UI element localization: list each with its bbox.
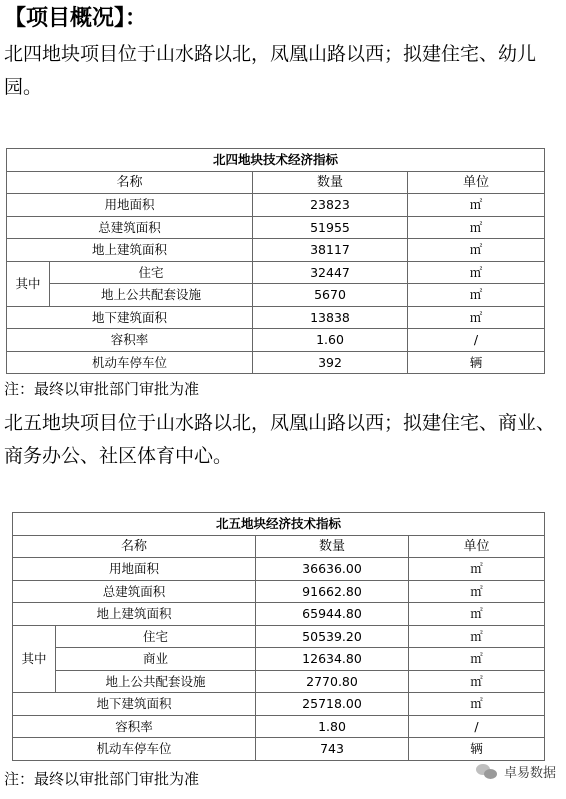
row-name: 总建筑面积	[13, 580, 256, 603]
header-name: 名称	[13, 535, 256, 558]
row-unit: ㎡	[408, 306, 545, 329]
row-value: 12634.80	[256, 648, 409, 671]
row-name: 容积率	[13, 715, 256, 738]
row-value: 2770.80	[256, 670, 409, 693]
row-unit: ㎡	[409, 648, 545, 671]
table-row	[7, 194, 545, 217]
table-row	[7, 351, 545, 374]
row-value: 51955	[253, 216, 408, 239]
row-name: 地上建筑面积	[13, 603, 256, 626]
table-row	[13, 715, 545, 738]
table-row	[7, 261, 545, 284]
table-row	[13, 648, 545, 671]
header-unit: 单位	[409, 535, 545, 558]
row-value: 13838	[253, 306, 408, 329]
row-name: 用地面积	[13, 558, 256, 581]
wechat-icon	[476, 764, 498, 780]
section-heading: 【项目概况】：	[4, 6, 148, 31]
row-value: 23823	[253, 194, 408, 217]
table-row	[7, 239, 545, 262]
row-name: 总建筑面积	[7, 216, 253, 239]
table-row	[7, 306, 545, 329]
row-value: 1.60	[253, 329, 408, 352]
header-value: 数量	[253, 171, 408, 194]
row-name: 住宅	[56, 625, 256, 648]
row-value: 1.80	[256, 715, 409, 738]
row-value: 36636.00	[256, 558, 409, 581]
row-name: 用地面积	[7, 194, 253, 217]
table-title-row	[13, 513, 545, 536]
table-row	[13, 738, 545, 761]
row-unit: /	[408, 329, 545, 352]
table-title: 北四地块技术经济指标	[7, 149, 545, 172]
north5-table	[12, 512, 545, 761]
north5-note: 注：最终以审批部门审批为准	[4, 770, 200, 788]
row-unit: ㎡	[409, 693, 545, 716]
row-unit: ㎡	[409, 670, 545, 693]
table-row	[7, 284, 545, 307]
row-unit: 辆	[408, 351, 545, 374]
row-unit: ㎡	[409, 580, 545, 603]
north4-intro: 北四地块项目位于山水路以北，凤凰山路以西；拟建住宅、幼儿园。	[4, 43, 537, 98]
row-unit: ㎡	[408, 216, 545, 239]
row-value: 25718.00	[256, 693, 409, 716]
row-unit: ㎡	[409, 558, 545, 581]
row-value: 743	[256, 738, 409, 761]
row-value: 91662.80	[256, 580, 409, 603]
row-value: 65944.80	[256, 603, 409, 626]
table-header-row	[13, 535, 545, 558]
north4-note: 注：最终以审批部门审批为准	[4, 380, 200, 398]
table-row	[13, 670, 545, 693]
header-name: 名称	[7, 171, 253, 194]
row-unit: ㎡	[409, 603, 545, 626]
row-value: 392	[253, 351, 408, 374]
row-name: 地上建筑面积	[7, 239, 253, 262]
north4-table	[6, 148, 545, 374]
table-row	[13, 693, 545, 716]
row-name: 地上公共配套设施	[50, 284, 253, 307]
row-name: 商业	[56, 648, 256, 671]
table-row	[13, 580, 545, 603]
row-value: 32447	[253, 261, 408, 284]
row-unit: ㎡	[408, 284, 545, 307]
row-value: 38117	[253, 239, 408, 262]
row-name: 地下建筑面积	[13, 693, 256, 716]
table-row	[7, 329, 545, 352]
row-name: 地下建筑面积	[7, 306, 253, 329]
watermark	[476, 762, 556, 781]
row-name: 容积率	[7, 329, 253, 352]
table-row	[7, 216, 545, 239]
table-row	[13, 625, 545, 648]
row-unit: ㎡	[408, 239, 545, 262]
row-value: 50539.20	[256, 625, 409, 648]
row-value: 5670	[253, 284, 408, 307]
row-unit: /	[409, 715, 545, 738]
table-title-row	[7, 149, 545, 172]
row-unit: ㎡	[408, 194, 545, 217]
header-unit: 单位	[408, 171, 545, 194]
row-unit: 辆	[409, 738, 545, 761]
table-row	[13, 558, 545, 581]
table-row	[13, 603, 545, 626]
north5-intro: 北五地块项目位于山水路以北，凤凰山路以西；拟建住宅、商业、商务办公、社区体育中心。	[4, 412, 556, 467]
row-name: 机动车停车位	[13, 738, 256, 761]
row-unit: ㎡	[408, 261, 545, 284]
sub-label: 其中	[13, 625, 56, 693]
table-title: 北五地块经济技术指标	[13, 513, 545, 536]
header-value: 数量	[256, 535, 409, 558]
watermark-text: 卓易数据	[503, 766, 556, 781]
row-name: 住宅	[50, 261, 253, 284]
table-header-row	[7, 171, 545, 194]
sub-label: 其中	[7, 261, 50, 306]
row-name: 地上公共配套设施	[56, 670, 256, 693]
row-name: 机动车停车位	[7, 351, 253, 374]
row-unit: ㎡	[409, 625, 545, 648]
